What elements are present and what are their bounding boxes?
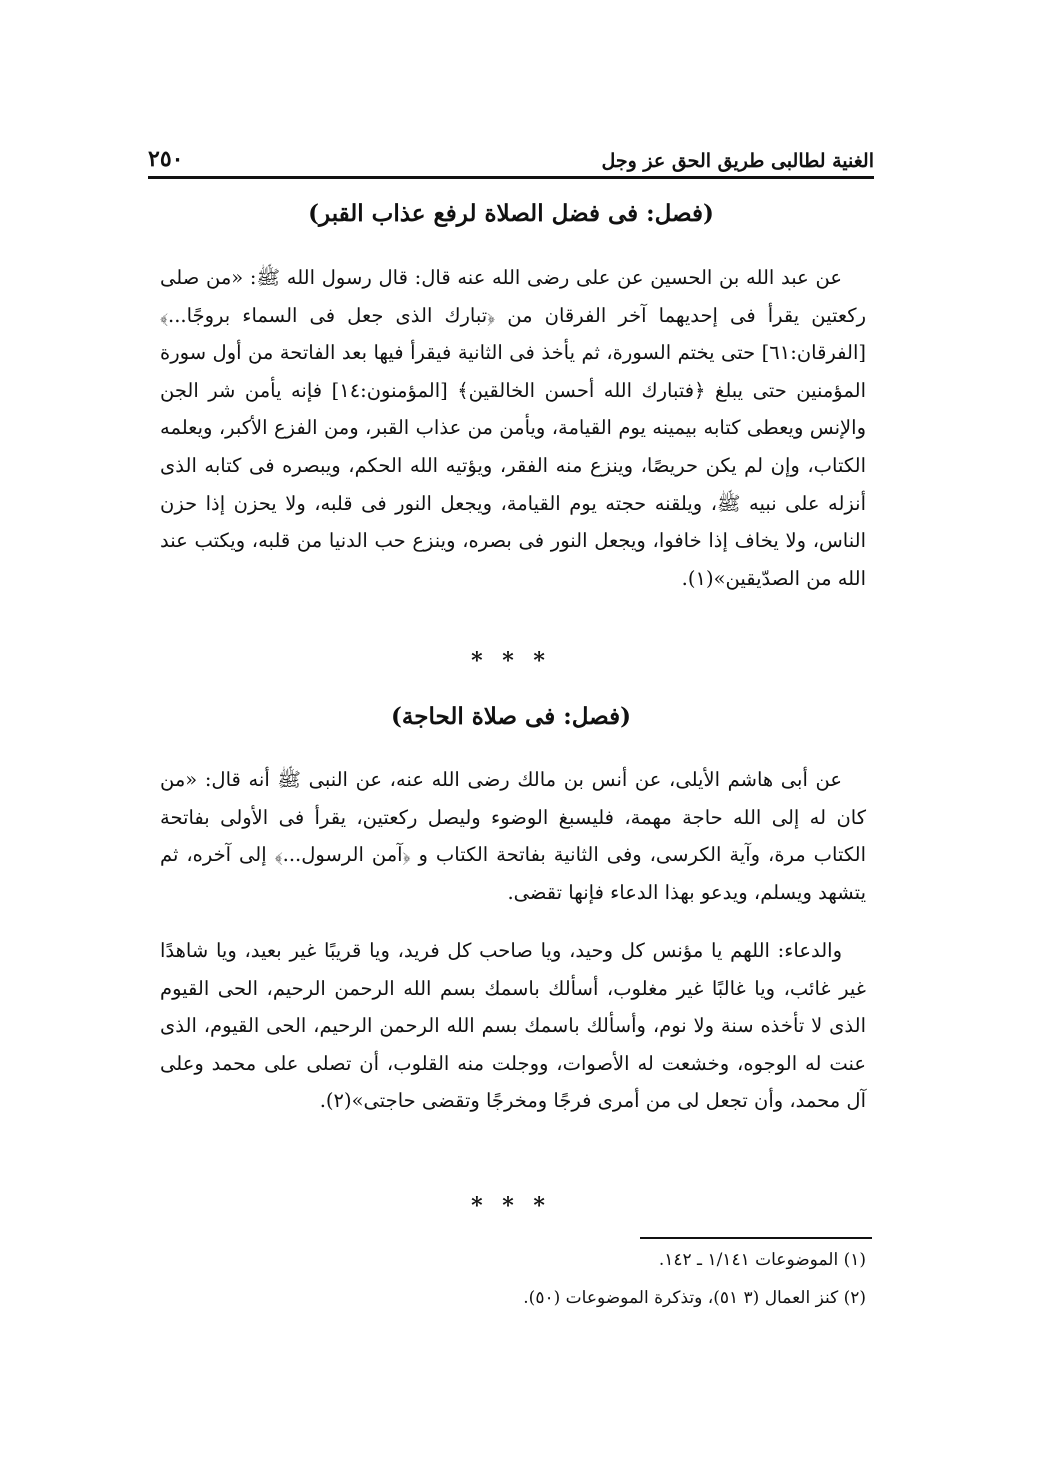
header-divider [148, 176, 874, 179]
paragraph-text: والدعاء: اللهم يا مؤنس كل وحيد، ويا صاحب كل فريد، ويا قريبًا غير بعيد، ويا شاهدًا غير غائب، ويا غالبًا غير مغلوب، أسألك باسمك بسم الله الرحمن الرحيم، الحى القيوم الذى لا تأخذه سنة ولا نوم، وأسألك باسمك بسم الله الرحمن الرحيم، الحى القيوم، الذى عنت له الوجوه، وخشعت له الأصوات، ووجلت منه القلوب، أن تصلى على محمد وعلى آل محمد، وأن تجعل لى من أمرى فرجًا ومخرجًا وتقضى حاجتى»(٢). [160, 939, 866, 1113]
paragraph-text: عن عبد الله بن الحسين عن على رضى الله عنه قال: قال رسول الله ﷺ: «من صلى ركعتين يقرأ فى إحديهما آخر الفرقان من ﴿تبارك الذى جعل فى السماء بروجًا...﴾ [الفرقان:٦١] حتى يختم السورة، ثم يأخذ فى الثانية فيقرأ فيها بعد الفاتحة من أول سورة المؤمنين حتى يبلغ ﴿فتبارك الله أحسن الخالقين﴾ [المؤمنون:١٤] فإنه يأمن شر الجن والإنس ويعطى كتابه بيمينه يوم القيامة، ويأمن من عذاب القبر، ومن الفزع الأكبر، ويعلمه الكتاب، وإن لم يكن حريصًا، وينزع منه الفقر، ويؤتيه الله الحكم، ويبصره فى كتابه الذى أنزله على نبيه ﷺ، ويلقنه حجته يوم القيامة، ويجعل النور فى قلبه، ولا يحزن إذا حزن الناس، ولا يخاف إذا خافوا، ويجعل النور فى بصره، وينزع حب الدنيا من قلبه، ويكتب عند الله من الصدّيقين»(١). [160, 266, 867, 590]
footnote-1: (١) الموضوعات ١/١٤١ ـ ١٤٢. [658, 1250, 866, 1270]
footnote-divider [640, 1237, 872, 1239]
paragraph-text: عن أبى هاشم الأيلى، عن أنس بن مالك رضى الله عنه، عن النبى ﷺ أنه قال: «من كان له إلى الله حاجة مهمة، فليسبغ الوضوء وليصل ركعتين، يقرأ فى الأولى بفاتحة الكتاب مرة، وآية الكرسى، وفى الثانية بفاتحة الكتاب و ﴿آمن الرسول...﴾ إلى آخره، ثم يتشهد ويسلم، ويدعو بهذا الدعاء فإنها تقضى. [160, 768, 866, 904]
page-number: ٢٥٠ [148, 146, 184, 172]
section-separator: * * * [471, 648, 551, 674]
paragraph-need-prayer-hadith [160, 761, 866, 911]
running-header [148, 136, 874, 172]
footnote-2: (٢) كنز العمال (٣ ٥١)، وتذكرة الموضوعات (٥٠). [523, 1288, 866, 1308]
paragraph-need-prayer-dua [160, 932, 866, 1120]
section-title-grave-prayer: (فصل: فى فضل الصلاة لرفع عذاب القبر) [308, 200, 714, 227]
paragraph-grave-prayer [160, 259, 866, 597]
section-title-need-prayer: (فصل: فى صلاة الحاجة) [391, 703, 631, 730]
section-separator: * * * [471, 1193, 551, 1219]
book-title: الغنية لطالبى طريق الحق عز وجل [601, 150, 874, 172]
